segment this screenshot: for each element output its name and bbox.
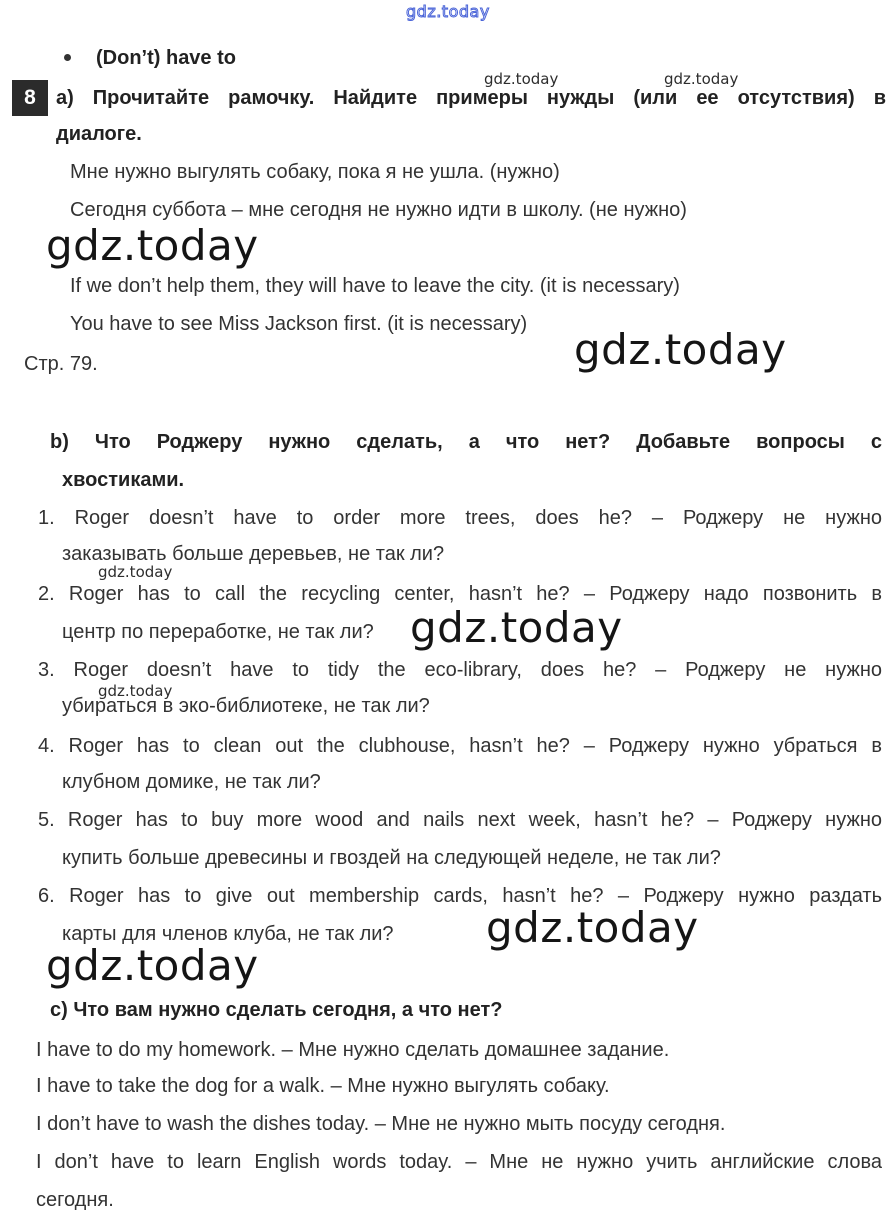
bullet-icon <box>64 54 71 61</box>
list-item-6-line2: карты для членов клуба, не так ли? <box>62 923 394 945</box>
part-c-line-3: I don’t have to wash the dishes today. – Мне не нужно мыть посуду сегодня. <box>36 1113 726 1135</box>
list-item-6-line1: 6. Roger has to give out membership cards, hasn’t he? – Роджеру нужно раздать <box>38 885 882 907</box>
list-item-1-line1: 1. Roger doesn’t have to order more trees, does he? – Роджеру не нужно <box>38 507 882 529</box>
part-a-heading-line1: a) Прочитайте рамочку. Найдите примеры нужды (или ее отсутствия) в <box>56 87 886 109</box>
list-item-5-line2: купить больше древесины и гвоздей на следующей неделе, не так ли? <box>62 847 721 869</box>
watermark-big-1: gdz.today <box>46 221 259 270</box>
bullet-heading: (Don’t) have to <box>96 47 236 69</box>
part-c-line-5: сегодня. <box>36 1189 114 1211</box>
list-item-2-line1: 2. Roger has to call the recycling center, hasn’t he? – Роджеру надо позвонить в <box>38 583 882 605</box>
part-c-heading: c) Что вам нужно сделать сегодня, а что нет? <box>50 999 503 1021</box>
exercise-number-badge: 8 <box>12 80 48 116</box>
part-b-heading-line2: хвостиками. <box>62 469 185 491</box>
part-a-answer-4: You have to see Miss Jackson first. (it is necessary) <box>70 313 528 335</box>
part-a-answer-3: If we don’t help them, they will have to leave the city. (it is necessary) <box>70 275 680 297</box>
list-item-2-line2: центр по переработке, не так ли? <box>62 621 374 643</box>
list-item-5-line1: 5. Roger has to buy more wood and nails next week, hasn’t he? – Роджеру нужно <box>38 809 882 831</box>
list-item-1-line2: заказывать больше деревьев, не так ли? <box>62 543 445 565</box>
part-c-line-4: I don’t have to learn English words today. – Мне не нужно учить английские слова <box>36 1151 882 1173</box>
list-item-4-line2: клубном домике, не так ли? <box>62 771 321 793</box>
watermark-big-2: gdz.today <box>574 325 787 374</box>
watermark-small-2: gdz.today <box>664 70 739 88</box>
watermark-small-3: gdz.today <box>98 563 173 581</box>
part-a-heading-line2: диалоге. <box>56 123 142 145</box>
watermark-small-1: gdz.today <box>484 70 559 88</box>
part-a-answer-1: Мне нужно выгулять собаку, пока я не ушла. (нужно) <box>70 161 560 183</box>
part-a-answer-2: Сегодня суббота – мне сегодня не нужно идти в школу. (не нужно) <box>70 199 687 221</box>
watermark-big-3: gdz.today <box>410 603 623 652</box>
part-c-line-1: I have to do my homework. – Мне нужно сделать домашнее задание. <box>36 1039 670 1061</box>
list-item-3-line2: убираться в эко-библиотеке, не так ли? <box>62 695 430 717</box>
watermark-top: gdz.today <box>406 2 490 21</box>
watermark-big-4: gdz.today <box>486 903 699 952</box>
part-c-line-2: I have to take the dog for a walk. – Мне нужно выгулять собаку. <box>36 1075 610 1097</box>
page-reference: Стр. 79. <box>24 353 98 375</box>
watermark-big-5: gdz.today <box>46 941 259 990</box>
list-item-3-line1: 3. Roger doesn’t have to tidy the eco-library, does he? – Роджеру не нужно <box>38 659 882 681</box>
list-item-4-line1: 4. Roger has to clean out the clubhouse, hasn’t he? – Роджеру нужно убраться в <box>38 735 882 757</box>
part-b-heading-line1: b) Что Роджеру нужно сделать, а что нет? Добавьте вопросы с <box>50 431 882 453</box>
watermark-small-4: gdz.today <box>98 682 173 700</box>
